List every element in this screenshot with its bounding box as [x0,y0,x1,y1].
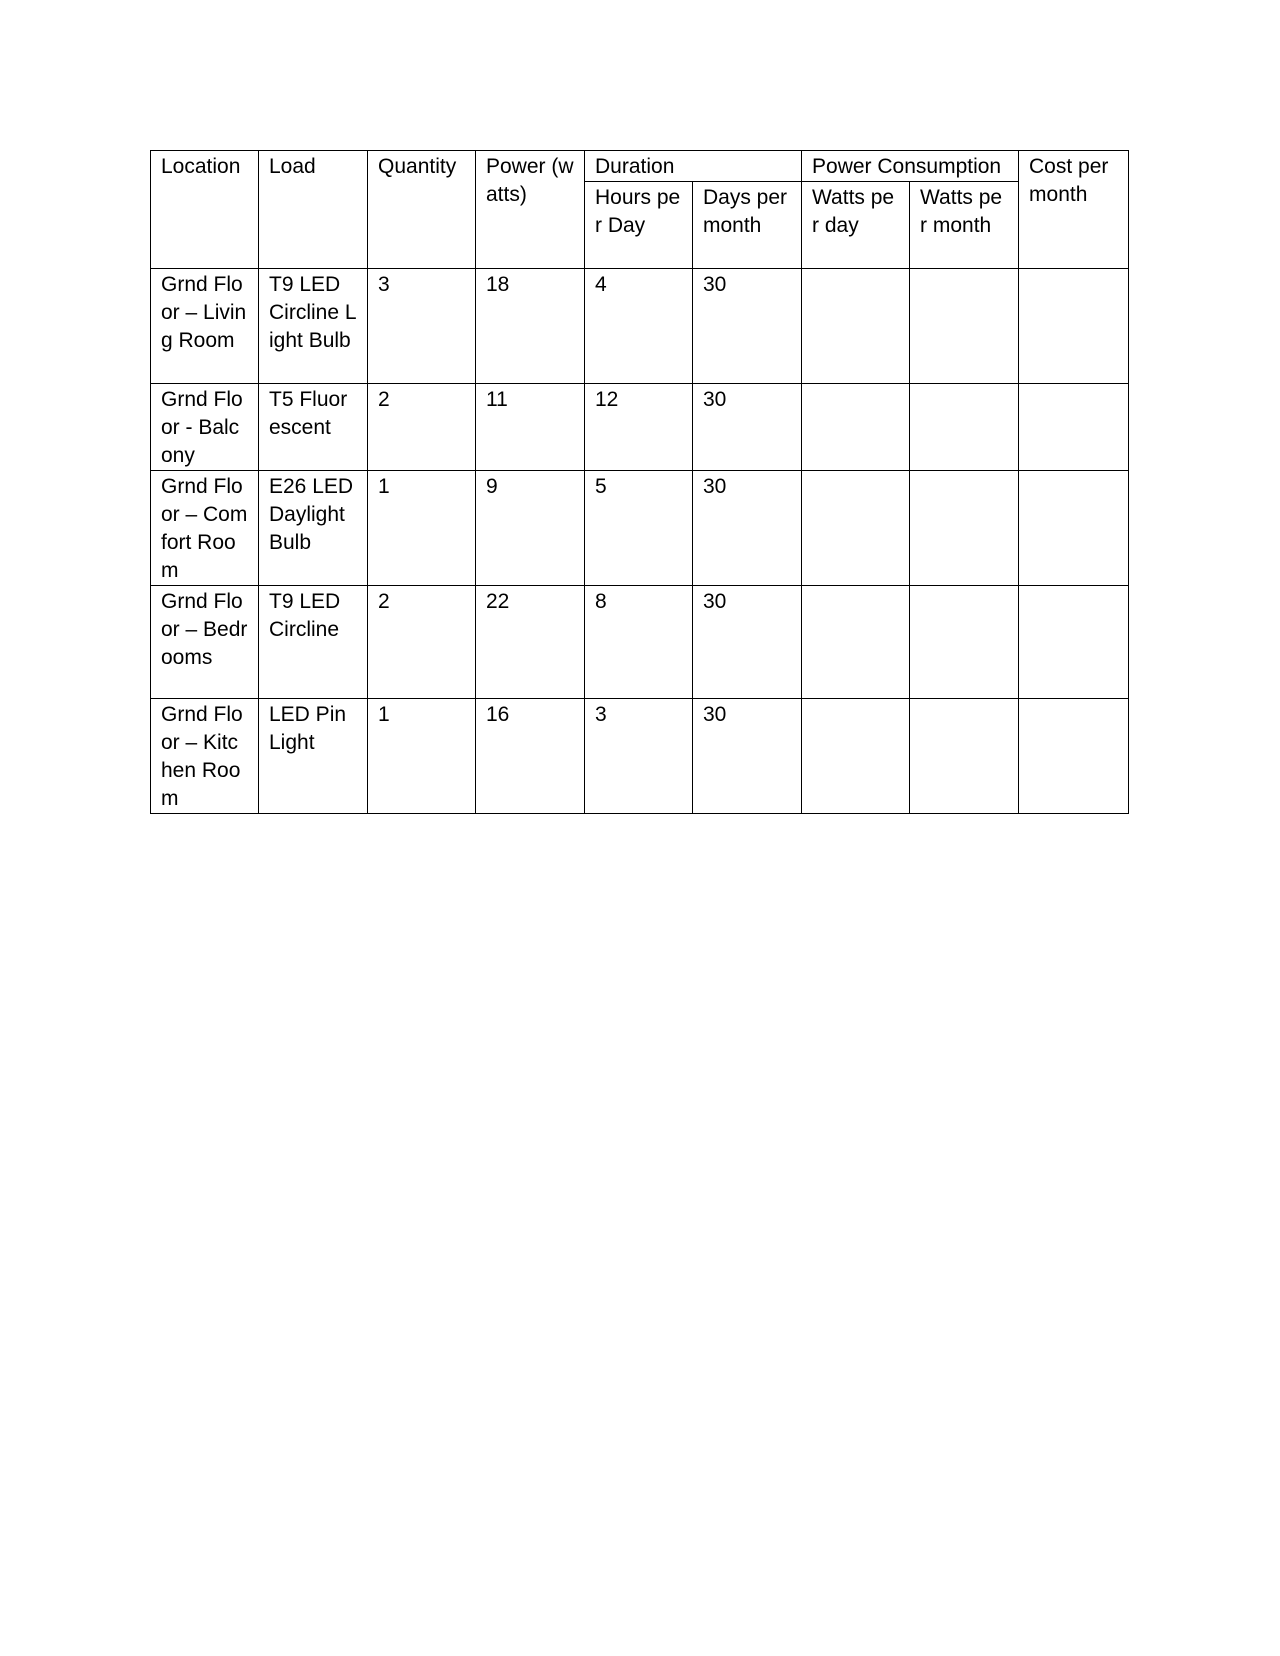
cell-watts-per-month [910,699,1019,814]
cell-days-per-month: 30 [693,269,802,384]
cell-power: 9 [476,471,585,586]
header-duration: Duration [585,151,802,182]
cell-location: Grnd Floor – Bedrooms [151,586,259,699]
cell-cost-per-month [1019,269,1129,384]
cell-hours-per-day: 12 [585,384,693,471]
cell-power: 16 [476,699,585,814]
cell-location: Grnd Floor – Comfort Room [151,471,259,586]
cell-days-per-month: 30 [693,699,802,814]
cell-cost-per-month [1019,586,1129,699]
header-watts-per-day: Watts per day [802,182,910,269]
cell-watts-per-month [910,471,1019,586]
header-days-per-month: Days per month [693,182,802,269]
header-hours-per-day: Hours per Day [585,182,693,269]
table-row [151,699,1129,814]
header-location: Location [151,151,259,269]
header-cost-per-month: Cost per month [1019,151,1129,269]
cell-watts-per-month [910,384,1019,471]
cell-cost-per-month [1019,471,1129,586]
cell-load: E26 LED Daylight Bulb [259,471,368,586]
cell-watts-per-day [802,384,910,471]
table-row [151,269,1129,384]
header-quantity: Quantity [368,151,476,269]
cell-quantity: 1 [368,471,476,586]
cell-load: LED Pin Light [259,699,368,814]
header-load: Load [259,151,368,269]
header-row [151,151,1129,182]
cell-quantity: 2 [368,384,476,471]
cell-location: Grnd Floor – Kitchen Room [151,699,259,814]
lighting-load-table [150,150,1129,814]
cell-days-per-month: 30 [693,586,802,699]
cell-hours-per-day: 5 [585,471,693,586]
header-watts-per-month: Watts per month [910,182,1019,269]
header-power: Power (watts) [476,151,585,269]
cell-days-per-month: 30 [693,471,802,586]
cell-load: T9 LED Circline [259,586,368,699]
cell-watts-per-month [910,269,1019,384]
cell-location: Grnd Floor - Balcony [151,384,259,471]
cell-power: 11 [476,384,585,471]
cell-watts-per-day [802,699,910,814]
cell-watts-per-day [802,269,910,384]
cell-power: 22 [476,586,585,699]
cell-watts-per-day [802,471,910,586]
cell-quantity: 2 [368,586,476,699]
cell-load: T9 LED Circline Light Bulb [259,269,368,384]
header-power-consumption: Power Consumption [802,151,1019,182]
cell-hours-per-day: 4 [585,269,693,384]
cell-days-per-month: 30 [693,384,802,471]
cell-cost-per-month [1019,384,1129,471]
cell-watts-per-month [910,586,1019,699]
cell-power: 18 [476,269,585,384]
cell-watts-per-day [802,586,910,699]
cell-quantity: 3 [368,269,476,384]
table-row [151,586,1129,699]
cell-hours-per-day: 3 [585,699,693,814]
table-row [151,471,1129,586]
table-row [151,384,1129,471]
cell-load: T5 Fluorescent [259,384,368,471]
cell-quantity: 1 [368,699,476,814]
cell-cost-per-month [1019,699,1129,814]
cell-location: Grnd Floor – Living Room [151,269,259,384]
cell-hours-per-day: 8 [585,586,693,699]
